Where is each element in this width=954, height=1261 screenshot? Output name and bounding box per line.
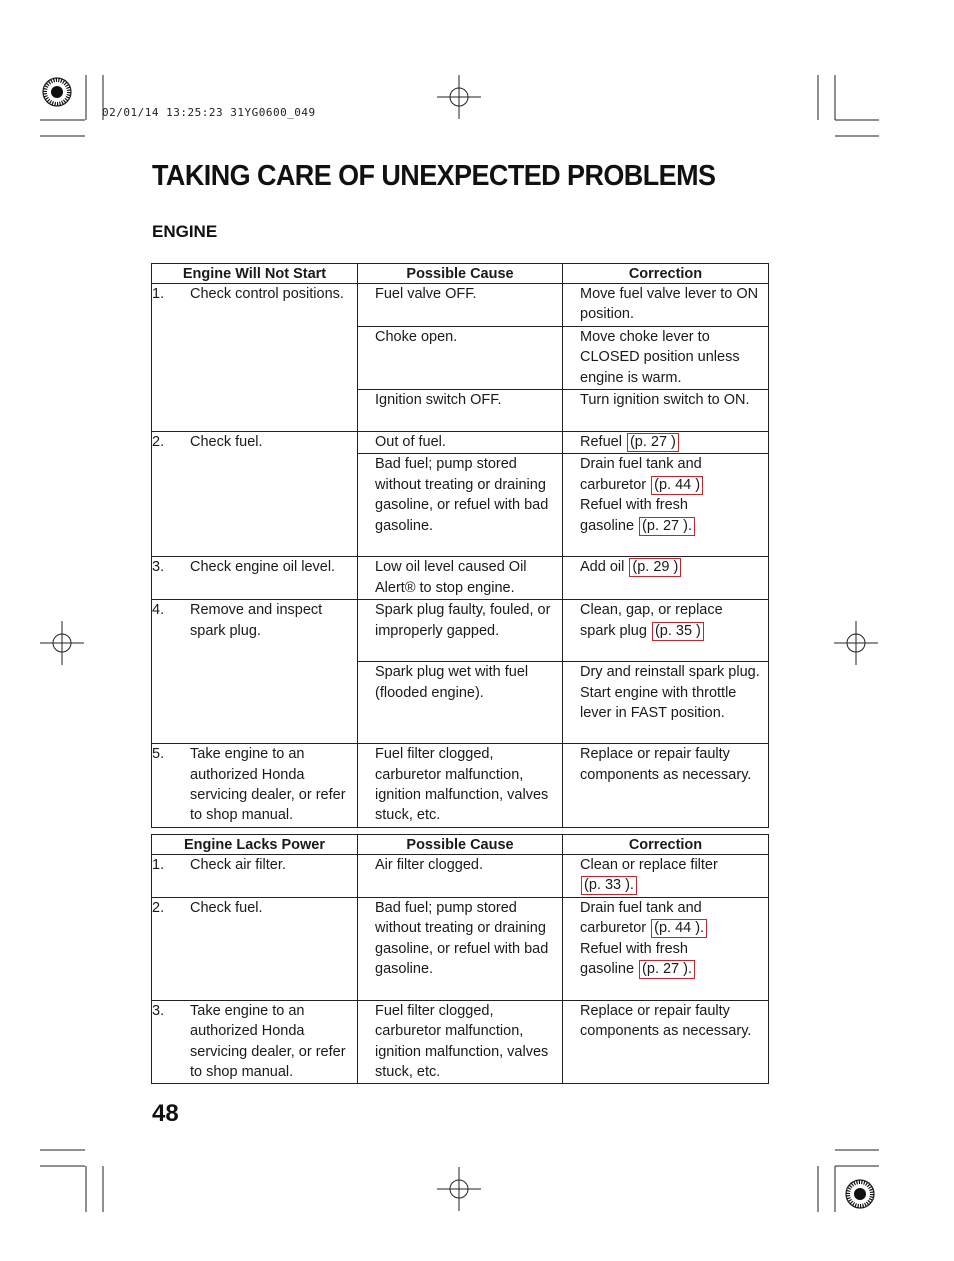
step-cell [152, 432, 358, 557]
step-item [152, 600, 351, 641]
correction-cell: Move fuel valve lever to ON position. [563, 284, 769, 327]
section-title: ENGINE [152, 222, 218, 241]
cause-cell: Bad fuel; pump stored without treating or draining gasoline, or refuel with bad gasoline. [358, 897, 563, 1000]
column-header: Possible Cause [358, 264, 563, 284]
step-cell [152, 897, 358, 1000]
step-item [152, 432, 351, 452]
correction-cell: Turn ignition switch to ON. [563, 390, 769, 432]
correction-line: Refuel with fresh [580, 940, 688, 957]
correction-line: gasoline [580, 517, 635, 534]
table-row [152, 284, 769, 327]
step-cell [152, 744, 358, 828]
table-row [152, 557, 769, 600]
correction-line: Clean or replace filter [580, 857, 718, 873]
correction-cell [563, 897, 769, 1000]
table-row [152, 744, 769, 828]
step-item [152, 1001, 351, 1083]
table-row [152, 600, 769, 662]
correction-line: carburetor [580, 920, 647, 937]
troubleshooting-table-lacks-power [151, 834, 769, 1084]
step-item [152, 744, 351, 826]
correction-cell [563, 557, 769, 600]
cause-cell: Low oil level caused Oil Alert® to stop engine. [358, 557, 563, 600]
correction-cell [563, 454, 769, 557]
page-reference-link[interactable]: (p. 29 ) [629, 558, 681, 577]
column-header: Possible Cause [358, 835, 563, 855]
step-number: 5. [152, 746, 165, 763]
page-number: 48 [152, 1100, 179, 1127]
step-number: 1. [152, 286, 165, 302]
step-cell [152, 1000, 358, 1084]
page-reference-link[interactable]: (p. 27 ) [627, 433, 679, 452]
correction-line: carburetor [580, 476, 647, 493]
correction-cell: Replace or repair faulty components as necessary. [563, 744, 769, 828]
table-row [152, 1000, 769, 1084]
table-row [152, 432, 769, 454]
cause-cell: Spark plug wet with fuel (flooded engine). [358, 662, 563, 744]
step-text: Check control positions. [190, 286, 344, 302]
step-cell [152, 557, 358, 600]
cause-cell: Air filter clogged. [358, 855, 563, 898]
step-item [152, 855, 351, 875]
column-header: Engine Lacks Power [152, 835, 358, 855]
step-text: Remove and inspect spark plug. [190, 602, 323, 639]
correction-cell: Replace or repair faulty components as necessary. [563, 1000, 769, 1084]
step-item [152, 898, 351, 918]
cause-cell: Fuel filter clogged, carburetor malfunction, ignition malfunction, valves stuck, etc. [358, 744, 563, 828]
step-text: Check engine oil level. [190, 559, 336, 576]
correction-cell [563, 600, 769, 662]
step-number: 4. [152, 602, 165, 619]
column-header: Correction [563, 835, 769, 855]
page-title: TAKING CARE OF UNEXPECTED PROBLEMS [152, 160, 716, 192]
table-header-row [152, 264, 769, 284]
step-item [152, 557, 351, 577]
correction-line: Clean, gap, or replace [580, 602, 723, 619]
correction-line: gasoline [580, 961, 635, 978]
cause-cell: Spark plug faulty, fouled, or improperly gapped. [358, 600, 563, 662]
page-reference-link[interactable]: (p. 27 ). [639, 517, 695, 536]
step-text: Take engine to an authorized Honda servicing dealer, or refer to shop manual. [190, 1002, 346, 1081]
step-text: Check air filter. [190, 857, 286, 873]
table-header-row [152, 835, 769, 855]
step-text: Take engine to an authorized Honda servicing dealer, or refer to shop manual. [190, 746, 346, 824]
table-row [152, 897, 769, 1000]
correction-text: Refuel [580, 434, 622, 451]
step-number: 2. [152, 434, 165, 451]
cause-cell: Choke open. [358, 326, 563, 389]
column-header: Correction [563, 264, 769, 284]
cause-cell: Fuel valve OFF. [358, 284, 563, 327]
step-cell [152, 600, 358, 744]
cause-cell: Ignition switch OFF. [358, 390, 563, 432]
correction-cell [563, 432, 769, 454]
table-row [152, 855, 769, 898]
page-reference-link[interactable]: (p. 33 ). [581, 876, 637, 895]
correction-cell: Move choke lever to CLOSED position unless engine is warm. [563, 326, 769, 389]
correction-line: Drain fuel tank and [580, 899, 702, 916]
step-text: Check fuel. [190, 899, 263, 916]
step-number: 1. [152, 857, 165, 873]
correction-line: Drain fuel tank and [580, 456, 702, 473]
step-text: Check fuel. [190, 434, 263, 451]
page-reference-link[interactable]: (p. 35 ) [652, 622, 704, 641]
correction-line: spark plug [580, 622, 647, 639]
step-number: 2. [152, 899, 165, 916]
page-reference-link[interactable]: (p. 44 ). [651, 919, 707, 938]
troubleshooting-table-will-not-start [151, 263, 769, 828]
page-reference-link[interactable]: (p. 27 ). [639, 960, 695, 979]
column-header: Engine Will Not Start [152, 264, 358, 284]
correction-line: Refuel with fresh [580, 497, 688, 514]
correction-text: Add oil [580, 559, 625, 576]
print-timestamp: 02/01/14 13:25:23 31YG0600_049 [102, 106, 316, 119]
correction-cell [563, 855, 769, 898]
step-item [152, 284, 351, 304]
cause-cell: Fuel filter clogged, carburetor malfunction, ignition malfunction, valves stuck, etc. [358, 1000, 563, 1084]
cause-cell: Out of fuel. [358, 432, 563, 454]
step-cell [152, 284, 358, 432]
page-reference-link[interactable]: (p. 44 ) [651, 476, 703, 495]
step-number: 3. [152, 1002, 165, 1019]
cause-cell: Bad fuel; pump stored without treating or draining gasoline, or refuel with bad gasoline. [358, 454, 563, 557]
step-cell [152, 855, 358, 898]
step-number: 3. [152, 559, 165, 576]
correction-cell: Dry and reinstall spark plug. Start engine with throttle lever in FAST position. [563, 662, 769, 744]
